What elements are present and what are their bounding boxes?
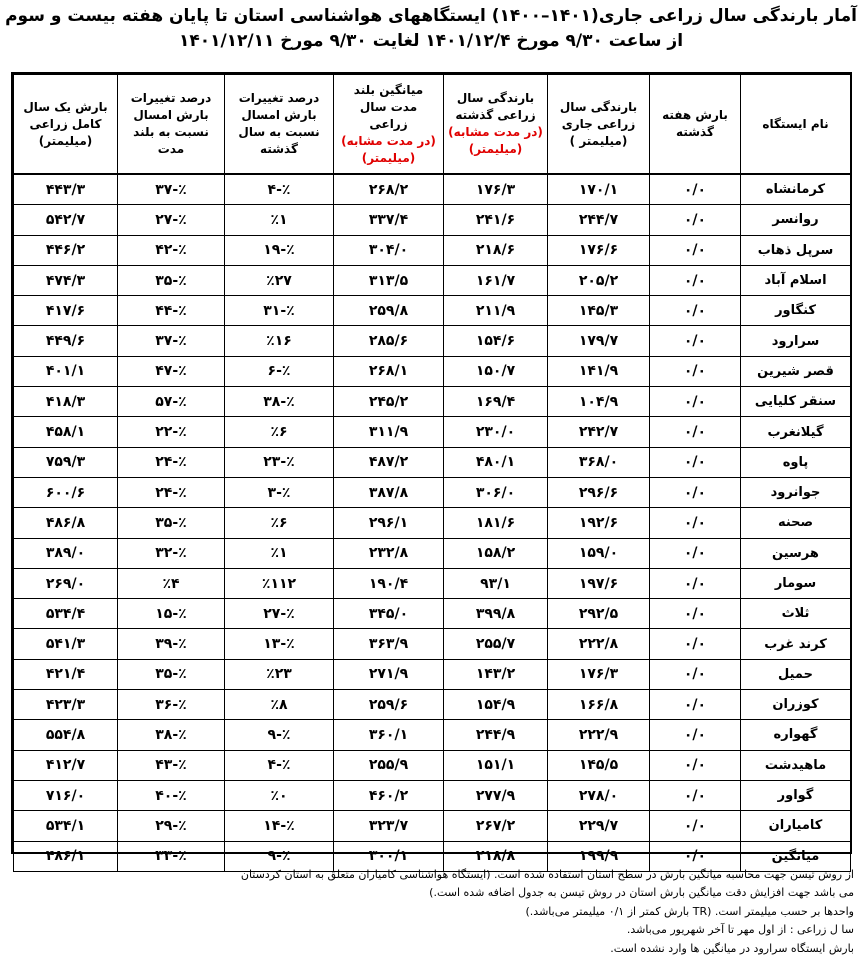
report-title <box>0 4 862 54</box>
long-term-mean: ۴۶۰/۲ <box>334 780 444 810</box>
station-name: روانسر <box>741 205 851 235</box>
long-term-mean: ۳۱۱/۹ <box>334 417 444 447</box>
table-row <box>14 750 851 780</box>
change-vs-long-term: ٪-۳۳ <box>118 841 225 871</box>
long-term-mean: ۲۶۸/۱ <box>334 356 444 386</box>
station-name: سرپل ذهاب <box>741 235 851 265</box>
header-previous-year: بارندگی سال زراعی گذشته (در مدت مشابه) (میلیمتر) <box>444 75 548 175</box>
table-row <box>14 235 851 265</box>
last-week-rain: ۰/۰ <box>650 417 741 447</box>
full-year-rain: ۵۴۲/۷ <box>14 205 118 235</box>
long-term-mean: ۲۶۸/۲ <box>334 174 444 205</box>
long-term-mean: ۳۴۵/۰ <box>334 599 444 629</box>
change-vs-previous: ٪-۱۳ <box>225 629 334 659</box>
previous-year-rain: ۱۵۸/۲ <box>444 538 548 568</box>
table-row <box>14 629 851 659</box>
station-name: گیلانغرب <box>741 417 851 447</box>
previous-year-rain: ۲۱۸/۸ <box>444 841 548 871</box>
long-term-mean: ۳۰۴/۰ <box>334 235 444 265</box>
change-vs-long-term: ٪-۳۲ <box>118 538 225 568</box>
previous-year-rain: ۲۴۱/۶ <box>444 205 548 235</box>
previous-year-rain: ۱۴۳/۲ <box>444 659 548 689</box>
last-week-rain: ۰/۰ <box>650 599 741 629</box>
header-change-vs-long-term: درصد تغییرات بارش امسال نسبت به بلند مدت <box>118 75 225 175</box>
station-name: کوزران <box>741 690 851 720</box>
long-term-mean: ۳۶۰/۱ <box>334 720 444 750</box>
table-row <box>14 508 851 538</box>
current-year-rain: ۱۷۰/۱ <box>548 174 650 205</box>
long-term-mean: ۲۷۱/۹ <box>334 659 444 689</box>
full-year-rain: ۴۲۳/۳ <box>14 690 118 720</box>
previous-year-rain: ۹۳/۱ <box>444 568 548 598</box>
full-year-rain: ۵۵۴/۸ <box>14 720 118 750</box>
title-line-2: از ساعت ۹/۳۰ مورخ ۱۴۰۱/۱۲/۴ لغایت ۹/۳۰ مورخ ۱۴۰۱/۱۲/۱۱ <box>178 31 684 51</box>
previous-year-rain: ۲۵۵/۷ <box>444 629 548 659</box>
change-vs-previous: ٪-۴ <box>225 750 334 780</box>
full-year-rain: ۴۲۱/۴ <box>14 659 118 689</box>
current-year-rain: ۱۴۱/۹ <box>548 356 650 386</box>
long-term-mean: ۳۱۳/۵ <box>334 265 444 295</box>
last-week-rain: ۰/۰ <box>650 447 741 477</box>
full-year-rain: ۲۶۹/۰ <box>14 568 118 598</box>
station-name: قصر شیرین <box>741 356 851 386</box>
change-vs-previous: ٪-۹ <box>225 841 334 871</box>
change-vs-previous: ٪-۶ <box>225 356 334 386</box>
change-vs-previous: ٪۶ <box>225 508 334 538</box>
change-vs-previous: ٪-۳۸ <box>225 387 334 417</box>
change-vs-previous: ٪۱ <box>225 538 334 568</box>
long-term-mean: ۳۶۳/۹ <box>334 629 444 659</box>
last-week-rain: ۰/۰ <box>650 690 741 720</box>
table-row <box>14 296 851 326</box>
change-vs-previous: ٪-۳۱ <box>225 296 334 326</box>
table-row <box>14 690 851 720</box>
table-row <box>14 538 851 568</box>
station-name: گهواره <box>741 720 851 750</box>
station-name: ماهیدشت <box>741 750 851 780</box>
last-week-rain: ۰/۰ <box>650 841 741 871</box>
previous-year-rain: ۲۷۷/۹ <box>444 780 548 810</box>
change-vs-long-term: ٪-۳۷ <box>118 326 225 356</box>
previous-year-rain: ۳۹۹/۸ <box>444 599 548 629</box>
previous-year-rain: ۲۱۱/۹ <box>444 296 548 326</box>
current-year-rain: ۱۶۶/۸ <box>548 690 650 720</box>
previous-year-rain: ۱۵۴/۹ <box>444 690 548 720</box>
change-vs-previous: ٪-۲۳ <box>225 447 334 477</box>
full-year-rain: ۶۰۰/۶ <box>14 477 118 507</box>
station-name: کنگاور <box>741 296 851 326</box>
change-vs-long-term: ٪-۴۴ <box>118 296 225 326</box>
full-year-rain: ۴۴۹/۶ <box>14 326 118 356</box>
full-year-rain: ۵۴۱/۳ <box>14 629 118 659</box>
full-year-rain: ۵۳۴/۱ <box>14 811 118 841</box>
previous-year-rain: ۲۶۷/۲ <box>444 811 548 841</box>
change-vs-long-term: ٪۴ <box>118 568 225 598</box>
station-name: گواور <box>741 780 851 810</box>
last-week-rain: ۰/۰ <box>650 508 741 538</box>
change-vs-previous: ٪-۹ <box>225 720 334 750</box>
title-line-1: آمار بارندگی سال زراعی جاری(۱۴۰۱–۱۴۰۰) ایستگاههای هواشناسی استان تا پایان هفته بیست و سوم <box>5 6 857 26</box>
header-full-year: بارش یک سال کامل زراعی (میلیمتر) <box>14 75 118 175</box>
last-week-rain: ۰/۰ <box>650 205 741 235</box>
change-vs-previous: ٪-۲۷ <box>225 599 334 629</box>
previous-year-rain: ۲۱۸/۶ <box>444 235 548 265</box>
long-term-mean: ۲۸۵/۶ <box>334 326 444 356</box>
previous-year-rain: ۱۸۱/۶ <box>444 508 548 538</box>
table-row <box>14 387 851 417</box>
header-current-year: بارندگی سال زراعی جاری (میلیمتر ) <box>548 75 650 175</box>
current-year-rain: ۱۴۵/۳ <box>548 296 650 326</box>
previous-year-rain: ۲۳۰/۰ <box>444 417 548 447</box>
table-row <box>14 477 851 507</box>
current-year-rain: ۳۶۸/۰ <box>548 447 650 477</box>
last-week-rain: ۰/۰ <box>650 387 741 417</box>
table-row <box>14 568 851 598</box>
current-year-rain: ۲۴۲/۷ <box>548 417 650 447</box>
last-week-rain: ۰/۰ <box>650 780 741 810</box>
previous-year-rain: ۱۶۱/۷ <box>444 265 548 295</box>
footnote: می باشد جهت افزایش دقت میانگین بارش استان در روش تیسن به جدول اضافه شده است.) <box>429 886 854 900</box>
change-vs-long-term: ٪-۳۸ <box>118 720 225 750</box>
long-term-mean: ۲۳۲/۸ <box>334 538 444 568</box>
current-year-rain: ۲۹۶/۶ <box>548 477 650 507</box>
table-row <box>14 447 851 477</box>
station-name: میانگین <box>741 841 851 871</box>
last-week-rain: ۰/۰ <box>650 659 741 689</box>
rainfall-table <box>11 72 852 865</box>
change-vs-long-term: ٪-۵۷ <box>118 387 225 417</box>
station-name: پاوه <box>741 447 851 477</box>
current-year-rain: ۱۹۷/۶ <box>548 568 650 598</box>
change-vs-previous: ٪-۱۴ <box>225 811 334 841</box>
current-year-rain: ۲۰۵/۲ <box>548 265 650 295</box>
full-year-rain: ۷۵۹/۳ <box>14 447 118 477</box>
long-term-mean: ۳۲۳/۷ <box>334 811 444 841</box>
full-year-rain: ۴۸۶/۱ <box>14 841 118 871</box>
change-vs-long-term: ٪-۳۵ <box>118 508 225 538</box>
footnote: از روش تیسن جهت محاسبه میانگین بارش در سطح استان استفاده شده است. (ایستگاه هواشناسی کامیاران متعلق به استان کردستان <box>240 868 854 881</box>
change-vs-long-term: ٪-۴۰ <box>118 780 225 810</box>
change-vs-long-term: ٪-۳۹ <box>118 629 225 659</box>
current-year-rain: ۲۲۲/۸ <box>548 629 650 659</box>
change-vs-long-term: ٪-۳۶ <box>118 690 225 720</box>
station-name: هرسین <box>741 538 851 568</box>
station-name: کرند غرب <box>741 629 851 659</box>
last-week-rain: ۰/۰ <box>650 235 741 265</box>
current-year-rain: ۲۴۴/۷ <box>548 205 650 235</box>
last-week-rain: ۰/۰ <box>650 568 741 598</box>
full-year-rain: ۷۱۶/۰ <box>14 780 118 810</box>
table-row <box>14 659 851 689</box>
header-station: نام ایستگاه <box>741 75 851 175</box>
change-vs-long-term: ٪-۲۹ <box>118 811 225 841</box>
station-name: ثلاث <box>741 599 851 629</box>
change-vs-previous: ٪۲۷ <box>225 265 334 295</box>
previous-year-rain: ۱۵۱/۱ <box>444 750 548 780</box>
full-year-rain: ۴۸۶/۸ <box>14 508 118 538</box>
full-year-rain: ۳۸۹/۰ <box>14 538 118 568</box>
last-week-rain: ۰/۰ <box>650 174 741 205</box>
change-vs-long-term: ٪-۱۵ <box>118 599 225 629</box>
previous-year-rain: ۱۵۰/۷ <box>444 356 548 386</box>
current-year-rain: ۲۷۸/۰ <box>548 780 650 810</box>
last-week-rain: ۰/۰ <box>650 538 741 568</box>
full-year-rain: ۴۰۱/۱ <box>14 356 118 386</box>
current-year-rain: ۱۴۵/۵ <box>548 750 650 780</box>
full-year-rain: ۴۱۲/۷ <box>14 750 118 780</box>
long-term-mean: ۲۵۹/۸ <box>334 296 444 326</box>
full-year-rain: ۴۵۸/۱ <box>14 417 118 447</box>
change-vs-long-term: ٪-۲۲ <box>118 417 225 447</box>
last-week-rain: ۰/۰ <box>650 477 741 507</box>
last-week-rain: ۰/۰ <box>650 811 741 841</box>
station-name: جوانرود <box>741 477 851 507</box>
header-last-week: بارش هفته گذشته <box>650 75 741 175</box>
station-name: حمیل <box>741 659 851 689</box>
last-week-rain: ۰/۰ <box>650 296 741 326</box>
table-header-row <box>14 75 851 175</box>
change-vs-long-term: ٪-۴۷ <box>118 356 225 386</box>
header-long-term-mean: میانگین بلند مدت سال زراعی (در مدت مشابه) (میلیمتر) <box>334 75 444 175</box>
last-week-rain: ۰/۰ <box>650 720 741 750</box>
full-year-rain: ۴۴۶/۲ <box>14 235 118 265</box>
change-vs-long-term: ٪-۲۴ <box>118 477 225 507</box>
previous-year-rain: ۳۰۶/۰ <box>444 477 548 507</box>
change-vs-previous: ٪۶ <box>225 417 334 447</box>
change-vs-long-term: ٪-۳۵ <box>118 659 225 689</box>
table-row <box>14 811 851 841</box>
header-change-vs-previous: درصد تغییرات بارش امسال نسبت به سال گذشته <box>225 75 334 175</box>
footnote: واحدها بر حسب میلیمتر است. (TR بارش کمتر از ۰/۱ میلیمتر می‌باشد.) <box>525 904 854 918</box>
current-year-rain: ۱۰۴/۹ <box>548 387 650 417</box>
change-vs-previous: ٪۰ <box>225 780 334 810</box>
change-vs-long-term: ٪-۳۵ <box>118 265 225 295</box>
change-vs-previous: ٪-۱۹ <box>225 235 334 265</box>
previous-year-rain: ۱۷۶/۳ <box>444 174 548 205</box>
station-name: سرارود <box>741 326 851 356</box>
change-vs-long-term: ٪-۲۷ <box>118 205 225 235</box>
previous-year-rain: ۱۶۹/۴ <box>444 387 548 417</box>
long-term-mean: ۲۵۵/۹ <box>334 750 444 780</box>
full-year-rain: ۴۷۴/۳ <box>14 265 118 295</box>
previous-year-rain: ۲۴۴/۹ <box>444 720 548 750</box>
current-year-rain: ۱۷۹/۷ <box>548 326 650 356</box>
last-week-rain: ۰/۰ <box>650 750 741 780</box>
change-vs-long-term: ٪-۴۳ <box>118 750 225 780</box>
change-vs-long-term: ٪-۲۴ <box>118 447 225 477</box>
last-week-rain: ۰/۰ <box>650 356 741 386</box>
current-year-rain: ۱۹۲/۶ <box>548 508 650 538</box>
station-name: سومار <box>741 568 851 598</box>
current-year-rain: ۲۲۲/۹ <box>548 720 650 750</box>
table-row <box>14 599 851 629</box>
current-year-rain: ۲۹۲/۵ <box>548 599 650 629</box>
footnotes <box>8 866 854 958</box>
station-name: اسلام آباد <box>741 265 851 295</box>
full-year-rain: ۴۴۳/۳ <box>14 174 118 205</box>
footnote: بارش ایستگاه سرارود در میانگین ها وارد نشده است. <box>610 941 854 955</box>
long-term-mean: ۳۸۷/۸ <box>334 477 444 507</box>
long-term-mean: ۱۹۰/۴ <box>334 568 444 598</box>
station-name: کامیاران <box>741 811 851 841</box>
previous-year-rain: ۴۸۰/۱ <box>444 447 548 477</box>
long-term-mean: ۲۹۶/۱ <box>334 508 444 538</box>
last-week-rain: ۰/۰ <box>650 265 741 295</box>
change-vs-previous: ٪-۴ <box>225 174 334 205</box>
table-row <box>14 326 851 356</box>
table-row <box>14 720 851 750</box>
last-week-rain: ۰/۰ <box>650 326 741 356</box>
station-name: صحنه <box>741 508 851 538</box>
long-term-mean: ۴۸۷/۲ <box>334 447 444 477</box>
long-term-mean: ۳۳۷/۴ <box>334 205 444 235</box>
station-name: سنقر کلیایی <box>741 387 851 417</box>
table-row <box>14 265 851 295</box>
change-vs-previous: ٪۱ <box>225 205 334 235</box>
station-name: کرمانشاه <box>741 174 851 205</box>
current-year-rain: ۱۷۶/۶ <box>548 235 650 265</box>
full-year-rain: ۴۱۸/۳ <box>14 387 118 417</box>
change-vs-previous: ٪-۳ <box>225 477 334 507</box>
long-term-mean: ۳۰۰/۱ <box>334 841 444 871</box>
full-year-rain: ۵۳۴/۴ <box>14 599 118 629</box>
current-year-rain: ۱۷۶/۳ <box>548 659 650 689</box>
change-vs-previous: ٪۸ <box>225 690 334 720</box>
current-year-rain: ۱۹۹/۹ <box>548 841 650 871</box>
table-row <box>14 174 851 205</box>
footnote: سا ل زراعی : از اول مهر تا آخر شهریور می‌باشد. <box>626 923 854 937</box>
table-row <box>14 356 851 386</box>
long-term-mean: ۲۴۵/۲ <box>334 387 444 417</box>
full-year-rain: ۴۱۷/۶ <box>14 296 118 326</box>
change-vs-previous: ٪۱۱۲ <box>225 568 334 598</box>
current-year-rain: ۲۲۹/۷ <box>548 811 650 841</box>
table-row <box>14 417 851 447</box>
change-vs-long-term: ٪-۳۷ <box>118 174 225 205</box>
long-term-mean: ۲۵۹/۶ <box>334 690 444 720</box>
last-week-rain: ۰/۰ <box>650 629 741 659</box>
previous-year-rain: ۱۵۴/۶ <box>444 326 548 356</box>
table-row <box>14 205 851 235</box>
change-vs-previous: ٪۱۶ <box>225 326 334 356</box>
change-vs-previous: ٪۲۳ <box>225 659 334 689</box>
change-vs-long-term: ٪-۴۲ <box>118 235 225 265</box>
current-year-rain: ۱۵۹/۰ <box>548 538 650 568</box>
table-row <box>14 780 851 810</box>
